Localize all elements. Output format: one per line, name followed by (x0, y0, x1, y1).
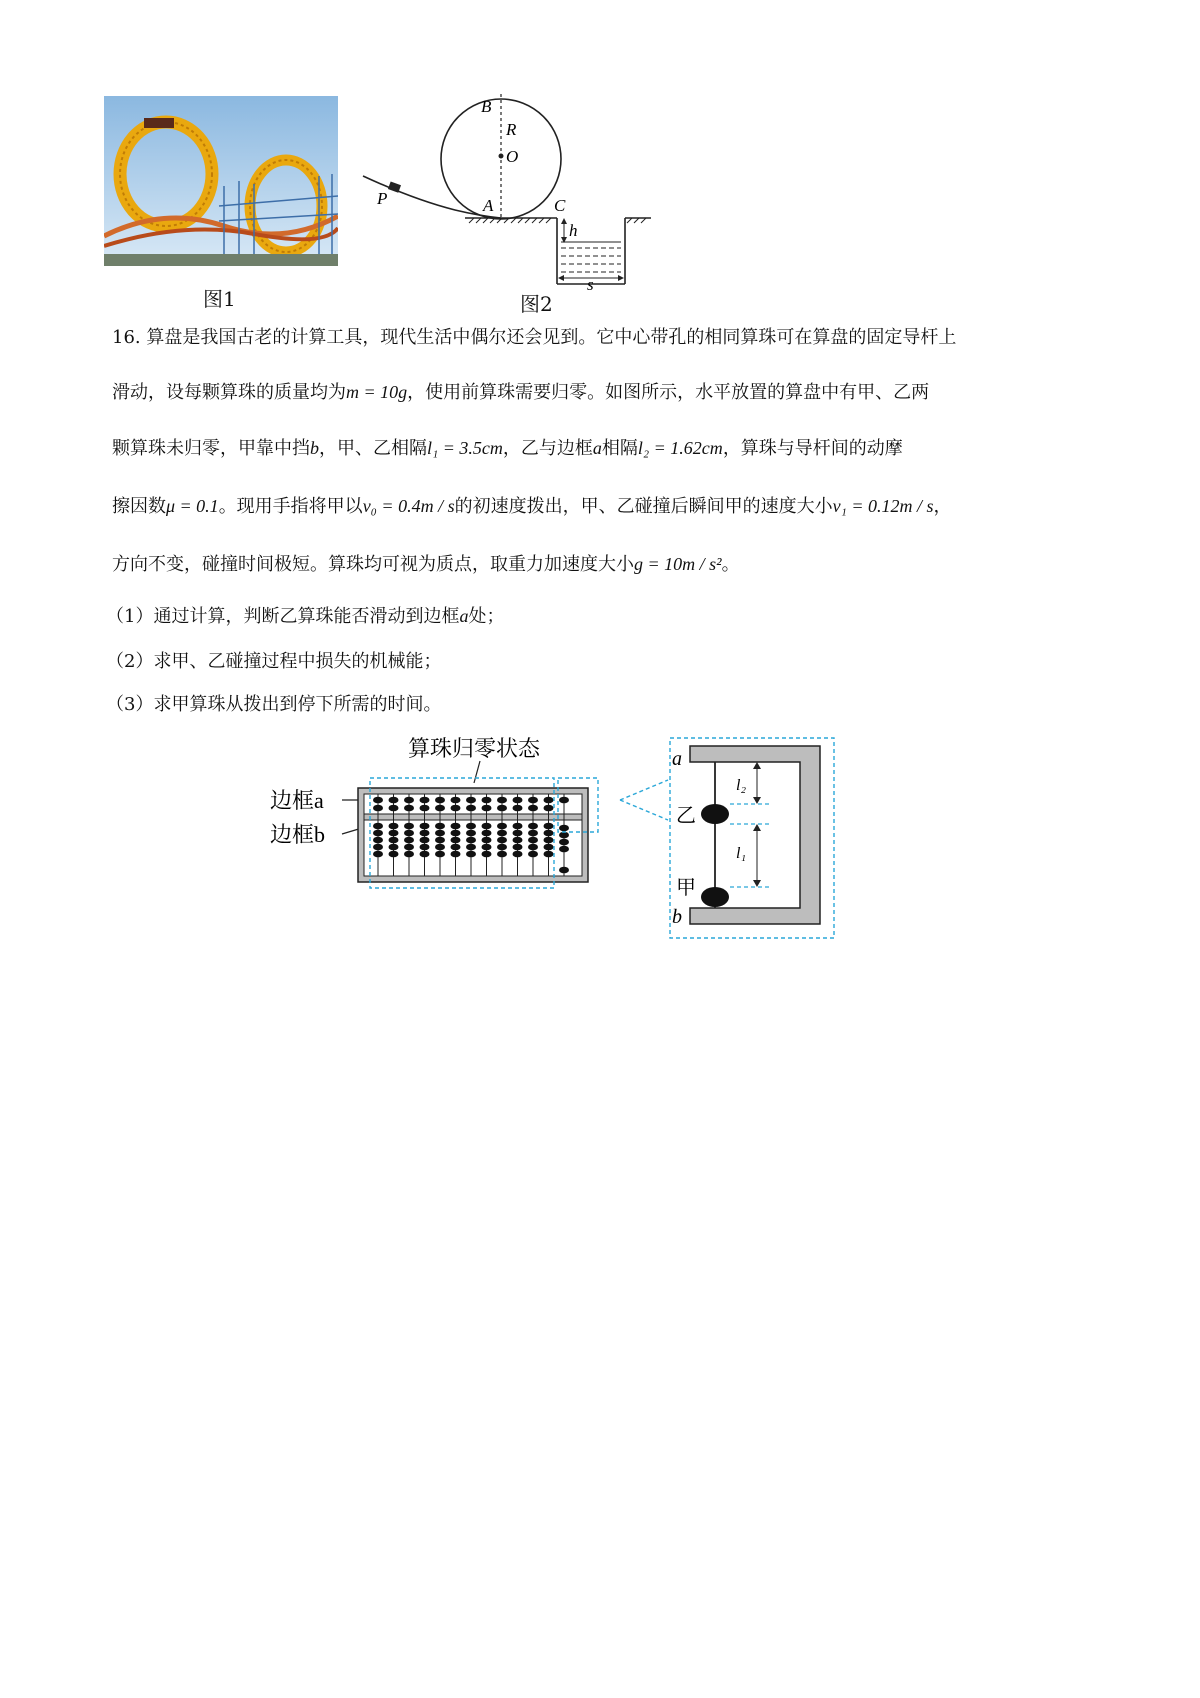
bead-jia (701, 887, 729, 907)
question-line4-mid1: 。现用手指将甲以 (218, 496, 363, 517)
question-line-1 (112, 326, 1102, 349)
v0-value: v₀ = 0.4m / s (362, 496, 455, 516)
abacus-bead (544, 851, 554, 858)
bead-yi (701, 804, 729, 824)
abacus-bead (513, 851, 523, 858)
question-line5-post: 。 (721, 554, 740, 575)
abacus-bead (528, 830, 538, 837)
abacus-bead (435, 805, 445, 812)
subquestion-1 (106, 605, 1096, 628)
abacus-bead (451, 837, 461, 844)
roller-coaster-photo (104, 96, 338, 266)
abacus-bead (513, 844, 523, 851)
l2-value: l₂ = 1.62cm (637, 438, 723, 458)
question-line4-post: ， (933, 496, 952, 517)
abacus-bead (404, 844, 414, 851)
abacus-bead (544, 844, 554, 851)
g-value: g = 10m / s² (634, 554, 722, 574)
abacus-bead (497, 797, 507, 804)
abacus-bead (544, 797, 554, 804)
abacus-bead (404, 797, 414, 804)
v1-value: v₁ = 0.12m / s (832, 496, 934, 516)
abacus-bead (497, 805, 507, 812)
abacus-bead (451, 805, 461, 812)
abacus-bead (420, 837, 430, 844)
abacus-bead (513, 805, 523, 812)
question-line3-mid1: ，甲、乙相隔 (319, 438, 427, 459)
abacus-bead (544, 805, 554, 812)
abacus-bead (513, 830, 523, 837)
abacus-bead (435, 837, 445, 844)
subquestion-3-text: （3）求甲算珠从拨出到停下所需的时间。 (106, 694, 442, 715)
label-s: s (587, 275, 594, 294)
abacus-bead (528, 844, 538, 851)
l2-label: l₂ (736, 777, 747, 794)
abacus-bead (466, 837, 476, 844)
abacus-bead (466, 797, 476, 804)
abacus-bead (373, 844, 383, 851)
abacus-bead (404, 851, 414, 858)
bead-jia-label: 甲 (676, 877, 696, 899)
abacus-bead (497, 823, 507, 830)
abacus-bead (373, 851, 383, 858)
abacus-bead (420, 830, 430, 837)
abacus-bead (389, 837, 399, 844)
abacus-bead (420, 823, 430, 830)
abacus-bead (435, 851, 445, 858)
abacus-bead (497, 844, 507, 851)
figure-1 (104, 96, 338, 266)
abacus-bead (404, 805, 414, 812)
abacus-bead (559, 797, 569, 804)
subquestion-2 (106, 650, 1096, 673)
abacus-bead (466, 844, 476, 851)
abacus-bead (466, 830, 476, 837)
subquestion-1-a: a (459, 606, 469, 626)
abacus-bead (497, 851, 507, 858)
mass-value: m = 10g (346, 382, 408, 402)
subquestion-2-text: （2）求甲、乙碰撞过程中损失的机械能； (106, 651, 442, 672)
abacus-bead (373, 823, 383, 830)
abacus-bead (420, 851, 430, 858)
subquestion-3 (106, 693, 1096, 716)
abacus-bead (497, 830, 507, 837)
abacus-bead (482, 830, 492, 837)
question-line4-pre: 擦因数 (112, 496, 166, 517)
abacus-bead (451, 830, 461, 837)
abacus-bead (482, 851, 492, 858)
label-A: A (483, 196, 494, 215)
abacus-bead (435, 844, 445, 851)
question-line5-pre: 方向不变，碰撞时间极短。算珠均可视为质点，取重力加速度大小 (112, 554, 634, 575)
question-line3-pre: 颗算珠未归零，甲靠中挡 (112, 438, 310, 459)
figure-1-caption: 图1 (203, 287, 236, 311)
abacus-bead (389, 830, 399, 837)
question-line2-pre: 滑动，设每颗算珠的质量均为 (112, 382, 346, 403)
abacus-title: 算珠归零状态 (408, 736, 541, 761)
abacus-bead (451, 844, 461, 851)
abacus-bead (466, 851, 476, 858)
question-line4-mid2: 的初速度拨出，甲、乙碰撞后瞬间甲的速度大小 (454, 496, 833, 517)
label-O: O (506, 147, 519, 166)
abacus-bead (528, 851, 538, 858)
loop-track-diagram (355, 90, 665, 295)
frame-a-label: 边框a (270, 788, 324, 813)
abacus-bead (513, 823, 523, 830)
label-P: P (377, 189, 388, 208)
abacus-bead (497, 837, 507, 844)
abacus-bead (528, 823, 538, 830)
abacus-bead (389, 805, 399, 812)
abacus-bead (373, 805, 383, 812)
abacus-bead (389, 823, 399, 830)
abacus-bead (482, 837, 492, 844)
question-line3-post: ，算珠与导杆间的动摩 (722, 438, 903, 459)
label-C: C (554, 196, 566, 215)
abacus-bead (559, 825, 569, 832)
abacus-bead (435, 797, 445, 804)
abacus-bead (420, 805, 430, 812)
abacus-bead (404, 823, 414, 830)
abacus-bead (559, 867, 569, 874)
abacus-bead (482, 844, 492, 851)
abacus-bead (528, 797, 538, 804)
abacus-bead (373, 797, 383, 804)
question-line-3 (112, 437, 1102, 460)
question-line3-mid2: ，乙与边框 (502, 438, 593, 459)
abacus-bead (451, 797, 461, 804)
detail-b-label: b (672, 906, 682, 928)
subquestion-1-text: （1）通过计算，判断乙算珠能否滑动到边框 (106, 606, 460, 627)
figure-2 (355, 90, 665, 295)
abacus-bead (513, 837, 523, 844)
detail-a-label: a (672, 748, 682, 770)
abacus-bead (528, 805, 538, 812)
question-line-2 (112, 381, 1102, 404)
abacus-figure (260, 728, 860, 948)
abacus-bead (420, 797, 430, 804)
question-line-4 (112, 495, 1102, 518)
abacus-bead (404, 830, 414, 837)
abacus-bead (544, 837, 554, 844)
frame-a-symbol: a (592, 438, 602, 458)
label-B: B (481, 97, 492, 116)
l1-value: l₁ = 3.5cm (427, 438, 503, 458)
abacus-bead (559, 839, 569, 846)
mu-value: μ = 0.1 (166, 496, 219, 516)
question-line-5 (112, 553, 1102, 576)
abacus-bead (389, 844, 399, 851)
abacus-bead (528, 837, 538, 844)
abacus-bead (466, 823, 476, 830)
question-line1-text: 算盘是我国古老的计算工具，现代生活中偶尔还会见到。它中心带孔的相同算珠可在算盘的固定导杆上 (146, 327, 957, 348)
abacus-bead (482, 823, 492, 830)
abacus-bead (404, 837, 414, 844)
abacus-bead (420, 844, 430, 851)
label-R: R (506, 120, 517, 139)
question-number: 16. (112, 327, 141, 348)
frame-b-symbol: b (310, 438, 319, 458)
abacus-bead (482, 805, 492, 812)
abacus-bead (559, 846, 569, 853)
abacus-bead (482, 797, 492, 804)
abacus-bead (451, 823, 461, 830)
abacus-bead (466, 805, 476, 812)
abacus-bead (513, 797, 523, 804)
label-h: h (569, 221, 578, 240)
question-line2-post: ，使用前算珠需要归零。如图所示，水平放置的算盘中有甲、乙两 (407, 382, 930, 403)
abacus-bead (544, 823, 554, 830)
abacus-bead (451, 851, 461, 858)
l1-label: l₁ (736, 845, 747, 862)
abacus-bead (389, 851, 399, 858)
abacus-bead (373, 837, 383, 844)
frame-b-label: 边框b (270, 822, 326, 847)
abacus-diagram (260, 728, 860, 948)
abacus-bead (389, 797, 399, 804)
bead-yi-label: 乙 (676, 805, 696, 827)
subquestion-1-post: 处； (468, 606, 505, 627)
figure-2-caption: 图2 (520, 292, 553, 316)
abacus-bead (544, 830, 554, 837)
question-line3-mid3: 相隔 (601, 438, 638, 459)
abacus-bead (373, 830, 383, 837)
abacus-bead (435, 830, 445, 837)
abacus-bead (435, 823, 445, 830)
